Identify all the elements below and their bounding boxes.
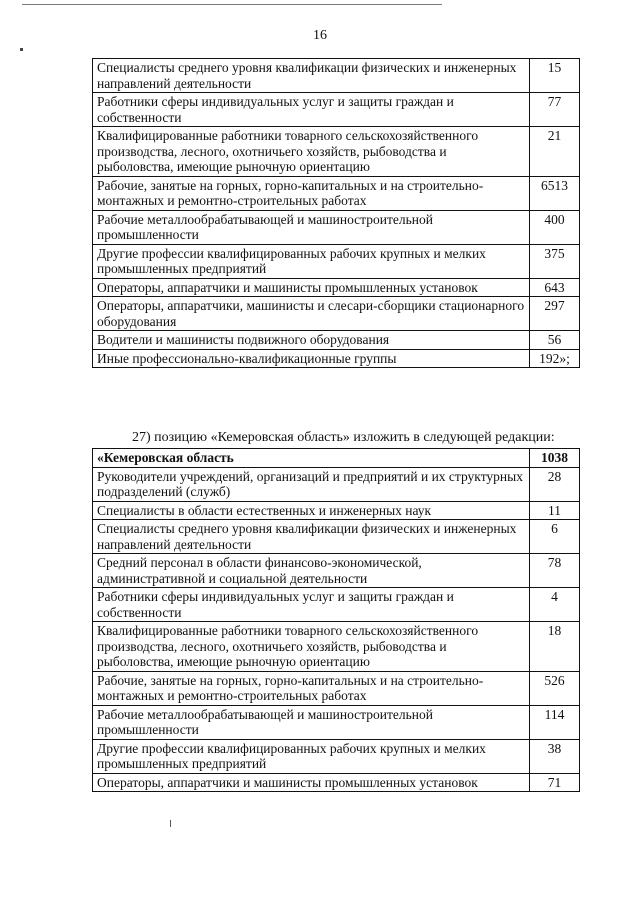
- occupation-value: 6513: [530, 176, 580, 210]
- table-row: [93, 501, 580, 520]
- kemerovo-table: [92, 448, 580, 792]
- occupation-name: Другие профессии квалифицированных рабочих крупных и мелких промышленных предприятий: [93, 739, 530, 773]
- table-row: [93, 59, 580, 93]
- occupation-name: Рабочие, занятые на горных, горно-капитальных и на строительно-монтажных и ремонтно-строительных работах: [93, 671, 530, 705]
- occupation-name: Специалисты среднего уровня квалификации физических и инженерных направлений деятельности: [93, 520, 530, 554]
- table-row: [93, 297, 580, 331]
- occupation-value: 114: [530, 705, 580, 739]
- scan-top-line: [22, 4, 442, 5]
- table-row: [93, 773, 580, 792]
- table-row: [93, 349, 580, 368]
- occupation-value: 38: [530, 739, 580, 773]
- occupation-name: Рабочие металлообрабатывающей и машиностроительной промышленности: [93, 210, 530, 244]
- occupation-value: 78: [530, 554, 580, 588]
- region-name: «Кемеровская область: [93, 449, 530, 468]
- table-row: [93, 554, 580, 588]
- occupation-name: Операторы, аппаратчики и машинисты промышленных установок: [93, 773, 530, 792]
- occupation-name: Иные профессионально-квалификационные группы: [93, 349, 530, 368]
- table-row: [93, 127, 580, 177]
- occupation-value: 21: [530, 127, 580, 177]
- table-row: [93, 588, 580, 622]
- occupation-name: Средний персонал в области финансово-экономической, административной и социальной деятельности: [93, 554, 530, 588]
- table-row: [93, 244, 580, 278]
- occupation-value: 56: [530, 331, 580, 350]
- occupation-value: 375: [530, 244, 580, 278]
- occupation-name: Работники сферы индивидуальных услуг и защиты граждан и собственности: [93, 93, 530, 127]
- table-row: [93, 331, 580, 350]
- occupation-name: Операторы, аппаратчики, машинисты и слесари-сборщики стационарного оборудования: [93, 297, 530, 331]
- table-row: [93, 705, 580, 739]
- occupation-name: Рабочие металлообрабатывающей и машиностроительной промышленности: [93, 705, 530, 739]
- occupation-name: Квалифицированные работники товарного сельскохозяйственного производства, лесного, охотничьего хозяйств, рыбоводства и рыболовства, имеющие рыночную ориентацию: [93, 622, 530, 672]
- occupation-value: 18: [530, 622, 580, 672]
- occupation-value: 6: [530, 520, 580, 554]
- amendment-paragraph: 27) позицию «Кемеровская область» изложить в следующей редакции:: [132, 430, 555, 445]
- occupation-value: 526: [530, 671, 580, 705]
- occupation-name: Рабочие, занятые на горных, горно-капитальных и на строительно-монтажных и ремонтно-строительных работах: [93, 176, 530, 210]
- occupation-name: Операторы, аппаратчики и машинисты промышленных установок: [93, 278, 530, 297]
- occupation-name: Специалисты в области естественных и инженерных наук: [93, 501, 530, 520]
- occupation-name: Водители и машинисты подвижного оборудования: [93, 331, 530, 350]
- occupation-value: 11: [530, 501, 580, 520]
- occupation-value: 28: [530, 467, 580, 501]
- occupation-value: 15: [530, 59, 580, 93]
- occupation-value: 4: [530, 588, 580, 622]
- table-row: [93, 739, 580, 773]
- table-row: [93, 210, 580, 244]
- table-row: [93, 176, 580, 210]
- table-row: [93, 93, 580, 127]
- page-number: 16: [313, 28, 327, 43]
- occupation-name: Специалисты среднего уровня квалификации физических и инженерных направлений деятельности: [93, 59, 530, 93]
- occupation-name: Работники сферы индивидуальных услуг и защиты граждан и собственности: [93, 588, 530, 622]
- occupation-table-1: [92, 58, 580, 368]
- table-row: [93, 622, 580, 672]
- scan-mark: [170, 820, 171, 827]
- occupation-value: 192»;: [530, 349, 580, 368]
- occupation-name: Другие профессии квалифицированных рабочих крупных и мелких промышленных предприятий: [93, 244, 530, 278]
- occupation-name: Руководители учреждений, организаций и предприятий и их структурных подразделений (служб): [93, 467, 530, 501]
- occupation-value: 400: [530, 210, 580, 244]
- occupation-value: 71: [530, 773, 580, 792]
- occupation-value: 297: [530, 297, 580, 331]
- scan-dot: [20, 48, 23, 51]
- region-total: 1038: [530, 449, 580, 468]
- table-row: [93, 467, 580, 501]
- occupation-name: Квалифицированные работники товарного сельскохозяйственного производства, лесного, охотничьего хозяйств, рыбоводства и рыболовства, имеющие рыночную ориентацию: [93, 127, 530, 177]
- table-header-row: [93, 449, 580, 468]
- occupation-value: 643: [530, 278, 580, 297]
- occupation-value: 77: [530, 93, 580, 127]
- table-row: [93, 671, 580, 705]
- table-row: [93, 520, 580, 554]
- table-row: [93, 278, 580, 297]
